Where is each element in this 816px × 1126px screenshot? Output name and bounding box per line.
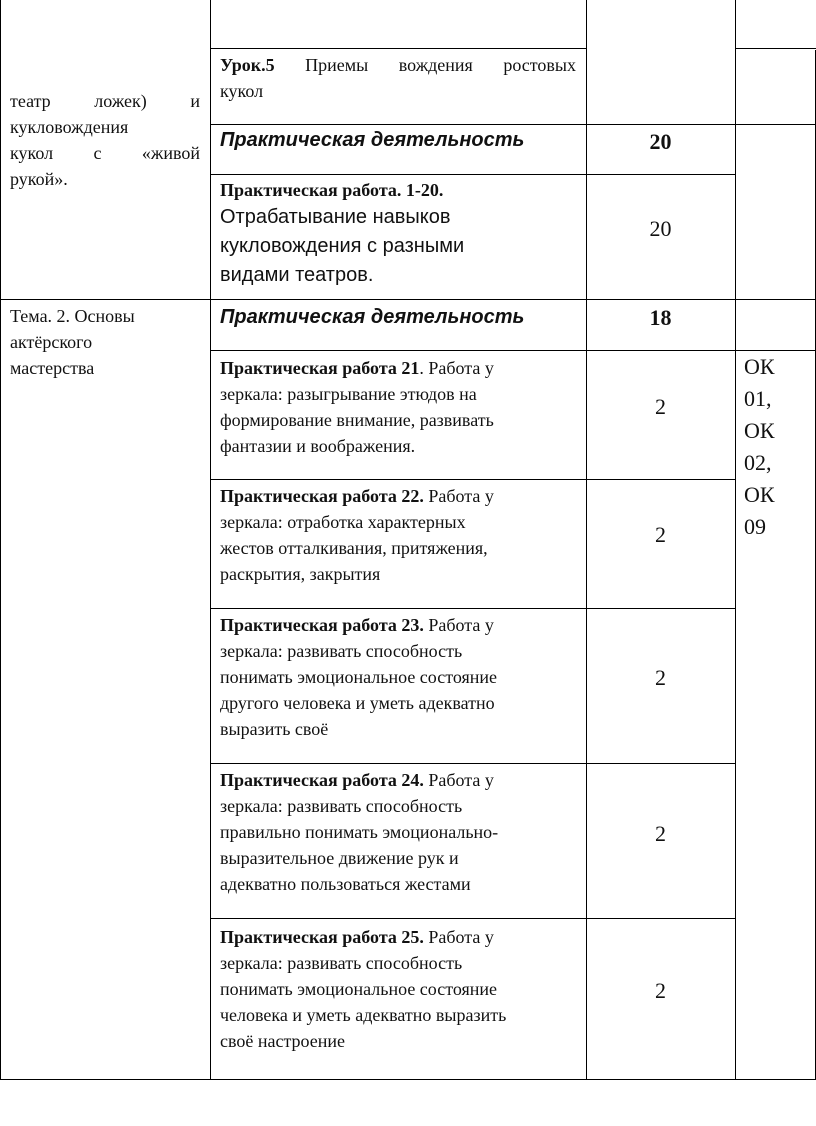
topic1-line: театр ложек) и: [10, 91, 200, 111]
topic1-line: рукой».: [10, 169, 68, 189]
work22-cell: [220, 483, 580, 587]
topic2-text: [10, 303, 200, 381]
work25-text: Работа у: [423, 927, 494, 947]
work1-20-cell: [220, 177, 580, 290]
work21-hours: 2: [655, 394, 666, 419]
work23-line: зеркала: развивать способность: [220, 641, 463, 661]
lesson5-text: Приемы вождения ростовых: [274, 55, 576, 75]
work22-line: раскрытия, закрытия: [220, 564, 381, 584]
topic1-text: [10, 88, 200, 192]
lesson5-cell: [220, 52, 576, 104]
work25-line: понимать эмоциональное состояние: [220, 979, 498, 999]
work21-line: формирование внимание, развивать: [220, 410, 494, 430]
work1-20-line: Отрабатывание навыков: [220, 206, 451, 228]
practice2-hours: 18: [649, 305, 672, 330]
work23-cell: [220, 612, 580, 742]
work23-text: Работа у: [423, 615, 494, 635]
topic1-line: кукол с «живой: [10, 143, 200, 163]
work22-line: жестов отталкивания, притяжения,: [220, 538, 488, 558]
work24-hours: 2: [655, 821, 666, 846]
work21-text: . Работа у: [419, 358, 494, 378]
topic2-line: актёрского: [10, 332, 93, 352]
work24-line: правильно понимать эмоционально-: [220, 822, 499, 842]
work25-line: человека и уметь адекватно выразить: [220, 1005, 507, 1025]
lesson5-line2: кукол: [220, 81, 264, 101]
work25-line: зеркала: развивать способность: [220, 953, 463, 973]
work25-line: своё настроение: [220, 1031, 346, 1051]
work1-20-line: видами театров.: [220, 264, 374, 286]
practice2-label: Практическая деятельность: [220, 306, 525, 328]
topic1-line: кукловождения: [10, 117, 129, 137]
work1-20-title: Практическая работа. 1-20.: [220, 180, 444, 200]
work21-line: фантазии и воображения.: [220, 436, 416, 456]
work24-line: зеркала: развивать способность: [220, 796, 463, 816]
work24-cell: [220, 767, 580, 897]
work25-hours: 2: [655, 978, 666, 1003]
work23-line: понимать эмоциональное состояние: [220, 667, 498, 687]
work1-20-line: кукловождения с разными: [220, 235, 465, 257]
work24-line: адекватно пользоваться жестами: [220, 874, 471, 894]
competency-line: ОК: [744, 354, 775, 379]
work23-hours: 2: [655, 665, 666, 690]
competency-line: 02,: [744, 450, 772, 475]
work25-cell: [220, 924, 580, 1054]
work24-title: Практическая работа 24.: [220, 770, 424, 790]
competency-line: 09: [744, 514, 766, 539]
competencies-cell: [744, 351, 810, 543]
work22-hours: 2: [655, 522, 666, 547]
work24-line: выразительное движение рук и: [220, 848, 459, 868]
work22-line: зеркала: отработка характерных: [220, 512, 466, 532]
work21-line: зеркала: разыгрывание этюдов на: [220, 384, 477, 404]
topic2-line: мастерства: [10, 358, 95, 378]
practice1-hours: 20: [649, 129, 672, 154]
work21-title: Практическая работа 21: [220, 358, 420, 378]
topic2-line: Тема. 2. Основы: [10, 306, 135, 326]
competency-line: 01,: [744, 386, 772, 411]
competency-line: ОК: [744, 418, 775, 443]
lesson5-title: Урок.5: [220, 55, 275, 75]
competency-line: ОК: [744, 482, 775, 507]
work22-text: Работа у: [423, 486, 494, 506]
work23-line: выразить своё: [220, 719, 329, 739]
work1-20-hours: 20: [649, 216, 672, 241]
work22-title: Практическая работа 22.: [220, 486, 424, 506]
work25-title: Практическая работа 25.: [220, 927, 424, 947]
work24-text: Работа у: [423, 770, 494, 790]
work23-title: Практическая работа 23.: [220, 615, 424, 635]
work21-cell: [220, 355, 580, 459]
work23-line: другого человека и уметь адекватно: [220, 693, 495, 713]
practice1-label: Практическая деятельность: [220, 129, 525, 151]
